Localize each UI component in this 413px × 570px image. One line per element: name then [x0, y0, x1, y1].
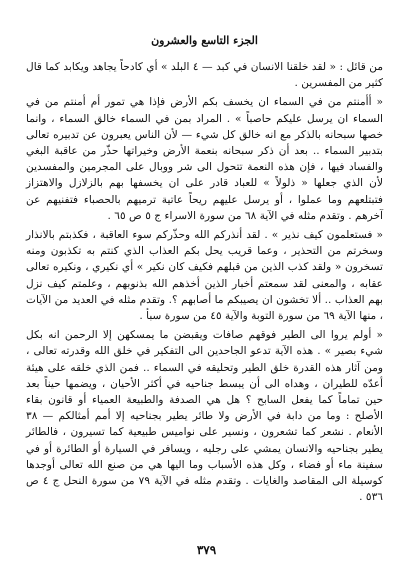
paragraph: « فستعلمون كيف نذير » . لقد أنذركم الله وحذّركم سوء العاقبة ، فكذبتم بالانذار وسخرتم من التحذير ، وعما قريب يحل بكم العذاب الذي كنتم به تكذبون ومنه تسخرون « ولقد كذب الذين من قبلهم فكيف كان نكير » أي نكيري ، ونكيره تعالى عقابه ، والمعنى لقد سمعتم أخبار الذين أخذهم الله بذنوبهم ، وعلمتم كيف نزل بهم العذاب .. ألا تخشون ان يصيبكم ما أصابهم ؟. وتقدم مثله في العديد من الآيات ، منها الآية ٦٩ من سورة التوبة والآية ٤٥ من سورة سبأ .	[26, 229, 383, 323]
paragraph: « أولم يروا الى الطير فوقهم صافات ويقبضن ما يمسكهن إلا الرحمن انه بكل شيء بصير » . هذه الآية تدعو الجاحدين الى التفكير في خلق الله وقدرته تعالى ، ومن آثار هذه القدرة خلق الطير وتحليقه في السماء .. فمن الذي خلقه على هيئة أعدّه للطيران ، وهداه الى أن يبسط جناحيه في أكثر الأحيان ، ويضمها حيناً بعد حين تماماً كما يفعل السابح ؟ هل هي الصدفة والطبيعة العمياء أو قانون بقاء الأصلح : وما من دابة في الأرض ولا طائر يطير بجناحيه إلا أمم أمثالكم — ٣٨ الأنعام . نشعر كما تشعرون ، ونسير على نواميس طبيعية كما تسيرون ، فالطائر يطير بجناحيه والانسان يمشي على رجليه ، ويسافر في السيارة أو الطائرة أو في سفينة ماء أو فضاء ، وكل هذه الأسباب وما اليها هي من صنع الله تعالى أوجدها كوسيلة الى المقاصد والغايات . وتقدم مثله في الآية ٧٩ من سورة النحل ج ٤ ص ٥٣٦ .	[26, 329, 383, 504]
paragraph: « أأمنتم من في السماء ان يخسف بكم الأرض فإذا هي تمور أم أمنتم من في السماء ان يرسل عليكم حاصباً » . المراد بمن في السماء خالق السماء ، وانما خصها سبحانه بالذكر مع انه خالق كل شيء — لأن الناس يعبرون عن تدبيره تعالى بتدبير السماء .. بعد أن ذكر سبحانه بنعمة الأرض وخيراتها حذّر من عاقبة البغي والفساد فيها ، فإن هذه النعمة تتحول الى شر ووبال على المجرمين والمفسدين لأن الذي جعلها « ذلولاً » للعباد قادر على ان يخسفها بهم بالزلازل والاهتزاز فتبتلعهم وما عملوا ، أو يرسل عليهم ريحاً عاتية ترميهم بالحصباء فتفنيهم عن آخرهم . وتقدم مثله في الآية ٦٨ من سورة الاسراء ج ٥ ص ٦٥ .	[26, 96, 383, 222]
page-number: ٣٧٩	[196, 543, 217, 557]
running-head: الجزء التاسع والعشرون	[151, 34, 258, 47]
paragraph: من قائل : « لقد خلقنا الانسان في كبد — ٤ البلد » أي كادحاً يجاهد ويكابد كما قال كثير من المفسرين .	[26, 61, 383, 90]
